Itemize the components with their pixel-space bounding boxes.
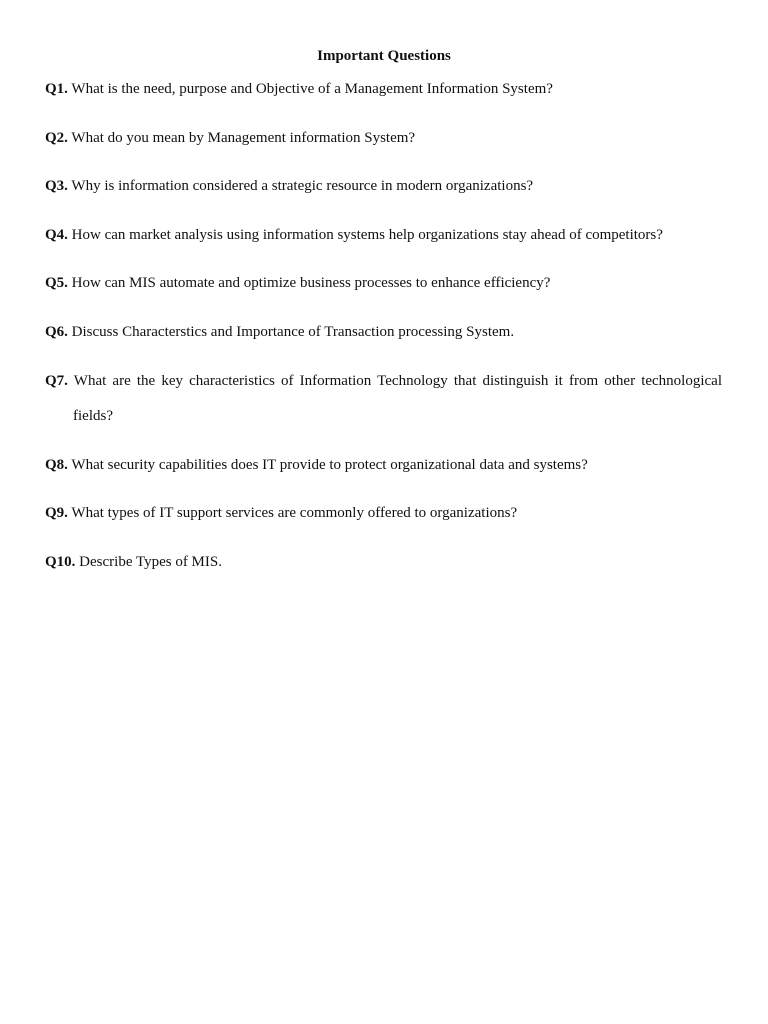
question-1	[45, 79, 722, 99]
question-7	[45, 364, 722, 434]
question-4	[45, 225, 722, 245]
question-text: Discuss Characterstics and Importance of Transaction processing System.	[71, 323, 515, 340]
question-number: Q2.	[45, 129, 68, 146]
question-number: Q4.	[45, 226, 68, 243]
question-10	[45, 552, 722, 572]
question-number: Q6.	[45, 323, 68, 340]
question-number: Q1.	[45, 81, 68, 97]
question-text: Describe Types of MIS.	[79, 553, 222, 570]
question-text: What is the need, purpose and Objective of a Management Information System?	[71, 81, 553, 97]
question-text: What security capabilities does IT provide to protect organizational data and systems?	[71, 456, 588, 473]
question-text: How can MIS automate and optimize business processes to enhance efficiency?	[71, 275, 551, 292]
question-number: Q10.	[45, 553, 76, 570]
question-text: What are the key characteristics of Information Technology that distinguish it from other technological fields?	[73, 372, 722, 424]
question-text: How can market analysis using information systems help organizations stay ahead of competitors?	[71, 226, 663, 243]
question-number: Q3.	[45, 178, 68, 195]
question-text: What do you mean by Management information System?	[71, 129, 416, 146]
question-number: Q5.	[45, 275, 68, 292]
question-text: What types of IT support services are commonly offered to organizations?	[71, 505, 518, 522]
question-text: Why is information considered a strategic resource in modern organizations?	[71, 178, 534, 195]
page-title: Important Questions	[317, 48, 451, 64]
question-number: Q8.	[45, 456, 68, 473]
question-3	[45, 176, 722, 196]
question-5	[45, 273, 722, 293]
question-8	[45, 455, 722, 475]
question-number: Q9.	[45, 505, 68, 522]
question-number: Q7.	[45, 372, 68, 389]
question-9	[45, 503, 722, 523]
question-2	[45, 128, 722, 148]
question-list	[45, 79, 722, 600]
question-6	[45, 322, 722, 342]
